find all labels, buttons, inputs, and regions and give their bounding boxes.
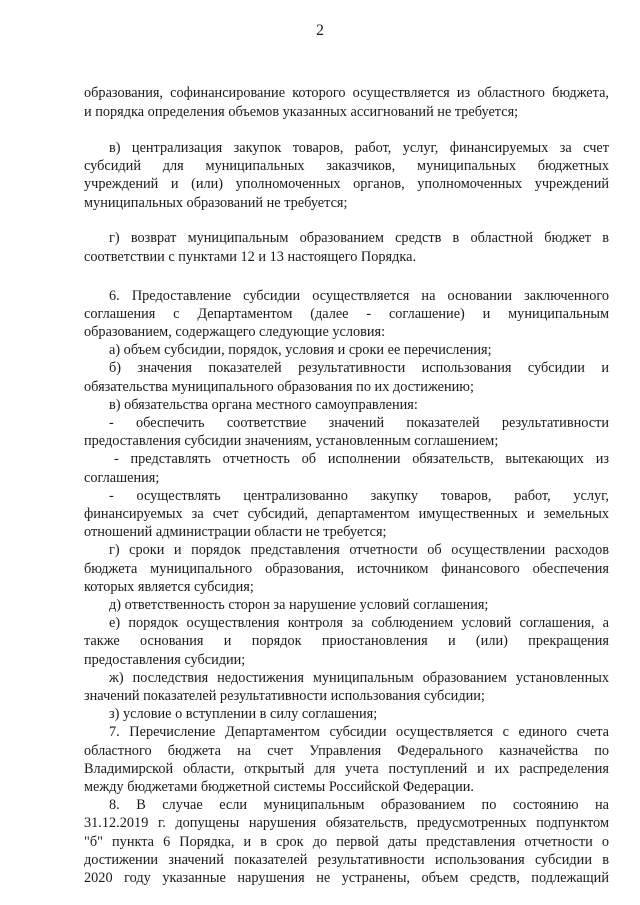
text-line: д) ответственность сторон за нарушение условий соглашения; bbox=[109, 597, 489, 613]
text-line: предоставления субсидии значениям, установленным соглашением; bbox=[84, 433, 499, 449]
text-line: 6. Предоставление субсидии осуществляется на основании заключенного bbox=[109, 288, 609, 304]
text-line: муниципальных образований не требуется; bbox=[84, 195, 348, 211]
text-line: также основания и порядок приостановления и (или) прекращения bbox=[84, 633, 609, 649]
text-line: - осуществлять централизованно закупку товаров, работ, услуг, bbox=[109, 488, 609, 504]
text-line: соответствии с пунктами 12 и 13 настоящего Порядка. bbox=[84, 249, 417, 265]
text-line: финансируемых за счет субсидий, департаментом имущественных и земельных bbox=[84, 506, 609, 522]
text-line: з) условие о вступлении в силу соглашения; bbox=[109, 706, 378, 722]
text-line: предоставления субсидии; bbox=[84, 652, 246, 668]
text-line: "б" пункта 6 Порядка, и в срок до первой даты представления отчетности о bbox=[84, 834, 609, 850]
text-line: бюджета муниципального образования, источником финансового обеспечения bbox=[84, 561, 609, 577]
text-line: субсидий для муниципальных заказчиков, муниципальных бюджетных bbox=[84, 158, 609, 174]
text-line: ж) последствия недостижения муниципальным образованием установленных bbox=[109, 670, 609, 686]
text-line: отношений администрации области не требуется; bbox=[84, 524, 387, 540]
text-line: между бюджетами бюджетной системы Российской Федерации. bbox=[84, 779, 474, 795]
text-line: обязательства муниципального образования по их достижению; bbox=[84, 379, 474, 395]
text-line: в) обязательства органа местного самоуправления: bbox=[109, 397, 418, 413]
text-line: г) возврат муниципальным образованием средств в областной бюджет в bbox=[109, 230, 609, 246]
text-line: достижении значений показателей результативности использования субсидии в bbox=[84, 852, 609, 868]
text-line: соглашения с Департаментом (далее - соглашение) и муниципальным bbox=[84, 306, 609, 322]
text-line: е) порядок осуществления контроля за соблюдением условий соглашения, а bbox=[109, 615, 609, 631]
text-line: б) значения показателей результативности использования субсидии и bbox=[109, 360, 609, 376]
text-line: значений показателей результативности использования субсидии; bbox=[84, 688, 485, 704]
text-line: в) централизация закупок товаров, работ, услуг, финансируемых за счет bbox=[109, 140, 609, 156]
text-line: образования, софинансирование которого осуществляется из областного бюджета, bbox=[84, 85, 609, 101]
text-line: образованием, содержащего следующие условия: bbox=[84, 324, 386, 340]
text-line: соглашения; bbox=[84, 470, 160, 486]
text-line: областного бюджета на счет Управления Федерального казначейства по bbox=[84, 743, 609, 759]
text-line: 7. Перечисление Департаментом субсидии осуществляется с единого счета bbox=[109, 724, 609, 740]
text-line: 2020 году указанные нарушения не устранены, объем средств, подлежащий bbox=[84, 870, 609, 886]
page-number: 2 bbox=[316, 22, 324, 39]
text-line: - представлять отчетность об исполнении обязательств, вытекающих из bbox=[114, 451, 609, 467]
text-line: Владимирской области, открытый для учета поступлений и их распределения bbox=[84, 761, 609, 777]
text-line: которых является субсидия; bbox=[84, 579, 254, 595]
text-line: и порядка определения объемов указанных ассигнований не требуется; bbox=[84, 104, 519, 120]
text-line: - обеспечить соответствие значений показателей результативности bbox=[109, 415, 609, 431]
text-line: г) сроки и порядок представления отчетности об осуществлении расходов bbox=[109, 542, 609, 558]
text-line: 31.12.2019 г. допущены нарушения обязательств, предусмотренных подпунктом bbox=[84, 815, 609, 831]
text-line: 8. В случае если муниципальным образованием по состоянию на bbox=[109, 797, 609, 813]
text-line: а) объем субсидии, порядок, условия и сроки ее перечисления; bbox=[109, 342, 492, 358]
text-line: учреждений и (или) уполномоченных органов, уполномоченных учреждений bbox=[84, 176, 609, 192]
